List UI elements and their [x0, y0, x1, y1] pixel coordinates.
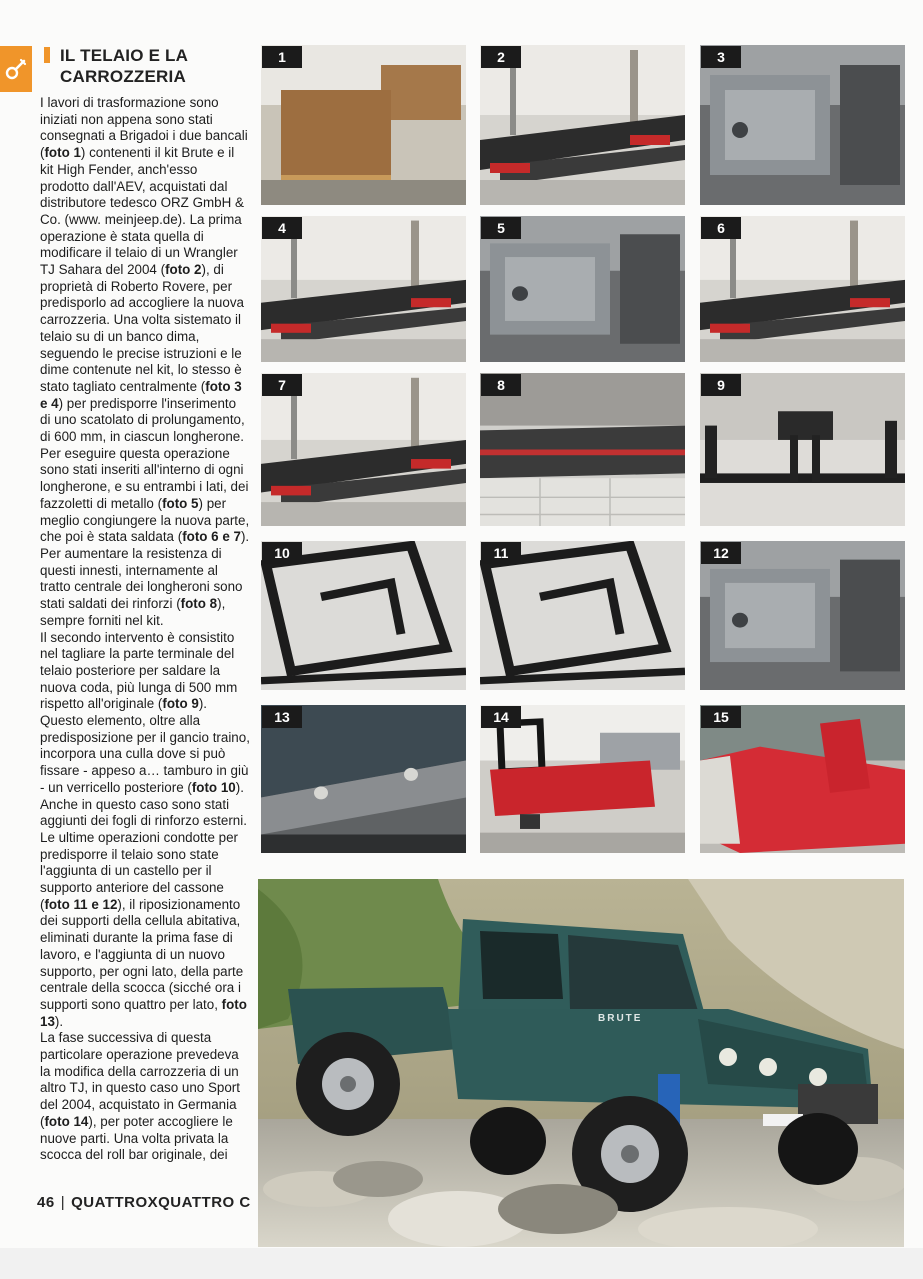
- body-segment: ), il riposizionamento dei supporti della cellula abitativa, eliminati durante la prima fase di lavoro, e l'aggiunta di un nuovo supporto, per ogni lato, della parte centrale della scocca (sicché ora i supporti sono quattro per lato,: [40, 896, 244, 1012]
- photo-reference: foto 6 e 7: [182, 529, 241, 545]
- photo-10: [261, 541, 466, 690]
- body-segment: ) per predisporre l'inserimento di uno scatolato di prolungamento, di 600 mm, in ciascun longherone. Per eseguire questa operazione sono stati inseriti all'interno di ogni longherone, e su entrambi i lati, dei fazzoletti di metallo (: [40, 395, 249, 511]
- photo-11: [480, 541, 685, 690]
- body-segment: ), sempre forniti nel kit.: [40, 596, 226, 628]
- photo-number-label: 5: [481, 217, 521, 239]
- photo-reference: foto 3 e 4: [40, 378, 242, 411]
- photo-reference: foto 11 e 12: [44, 896, 118, 912]
- photo-8: [480, 373, 685, 526]
- photo-5: [480, 216, 685, 362]
- photo-reference: foto 10: [191, 779, 236, 795]
- photo-number-label: 9: [701, 374, 741, 396]
- article-body: [40, 95, 250, 1164]
- hero-photo: [258, 879, 904, 1247]
- body-segment: ) per meglio congiungere la nuova parte, che poi è stata saldata (: [40, 495, 250, 545]
- photo-6: [700, 216, 905, 362]
- heading-line-2: CARROZZERIA: [60, 67, 186, 86]
- photo-image: [261, 45, 466, 205]
- body-segment: ), per poter accogliere le nuove parti. Una volta privata la scocca del roll bar originale, dei: [40, 1113, 233, 1163]
- body-segment: ). Per aumentare la resistenza di questi innesti, internamente al tratto centrale dei longheroni sono stati saldati dei rinforzi (: [40, 529, 250, 612]
- photo-number-label: 12: [701, 542, 741, 564]
- section-heading: [60, 45, 250, 87]
- body-segment: ).: [235, 779, 244, 795]
- magazine-name: QUATTROXQUATTRO C: [71, 1194, 251, 1211]
- photo-number-label: 15: [701, 706, 741, 728]
- photo-7: [261, 373, 466, 526]
- photo-1: [261, 45, 466, 205]
- photo-reference: foto 2: [165, 262, 202, 278]
- body-segment: I lavori di trasformazione sono iniziati non appena sono stati consegnati a Brigadoi i due bancali (: [40, 95, 248, 161]
- body-segment: La fase successiva di questa particolare operazione prevedeva la modifica della carrozzeria di un altro TJ, in questo caso uno Sport del 2004, acquistato in Germania (: [40, 1030, 240, 1129]
- photo-number-label: 14: [481, 706, 521, 728]
- photo-9: [700, 373, 905, 526]
- photo-number-label: 13: [262, 706, 302, 728]
- photo-reference: foto 9: [162, 696, 199, 712]
- heading-accent-bar: [44, 47, 50, 63]
- photo-number-label: 8: [481, 374, 521, 396]
- body-segment: Anche in questo caso sono stati aggiunti dei fogli di rinforzo esterni. Le ultime operazioni condotte per predisporre il telaio sono state l'aggiunta di un castello per il supporto anteriore del cassone (: [40, 796, 247, 912]
- body-segment: ).: [54, 1013, 64, 1029]
- photo-number-label: 10: [262, 542, 302, 564]
- photo-3: [700, 45, 905, 205]
- photo-number-label: 4: [262, 217, 302, 239]
- body-segment: ) contenenti il kit Brute e il kit High Fender, anch'esso prodotto dall'AEV, acquistati dal distributore tedesco ORZ GmbH & Co. (www. meinjeep.de). La prima operazione è stata quella di modificare il telaio di un Wrangler TJ Sahara del 2004 (: [40, 145, 244, 278]
- photo-number-label: 6: [701, 217, 741, 239]
- photo-4: [261, 216, 466, 362]
- page-footer: [37, 1194, 251, 1211]
- truck-lettering: BRUTE: [598, 1013, 643, 1024]
- page-number: 46: [37, 1194, 55, 1211]
- photo-15: [700, 705, 905, 853]
- photo-image: [700, 45, 905, 205]
- photo-image: [480, 45, 685, 205]
- photo-number-label: 3: [701, 46, 741, 68]
- photo-number-label: 11: [481, 542, 521, 564]
- body-segment: ). Questo elemento, oltre alla predisposizione per il gancio traino, incorpora una culla dove si può fissare - appeso a… tamburo in giù - un verricello posteriore (: [40, 696, 250, 795]
- photo-number-label: 1: [262, 46, 302, 68]
- article-body-text: [40, 95, 250, 1164]
- photo-reference: foto 14: [44, 1113, 89, 1129]
- body-segment: Il secondo intervento è consistito nel tagliare la parte terminale del telaio posteriore per saldare la nuova coda, più lunga di 500 mm rispetto all'originale (: [40, 629, 238, 712]
- photo-reference: foto 5: [162, 495, 199, 511]
- photo-number-label: 7: [262, 374, 302, 396]
- wrench-tools-icon: [3, 56, 29, 82]
- scan-bottom-band: [0, 1248, 923, 1279]
- photo-13: [261, 705, 466, 853]
- heading-line-1: IL TELAIO E LA: [60, 46, 189, 65]
- photo-reference: foto 13: [40, 996, 247, 1029]
- photo-reference: foto 1: [44, 145, 81, 161]
- footer-separator: |: [60, 1194, 66, 1211]
- photo-12: [700, 541, 905, 690]
- photo-reference: foto 8: [180, 596, 218, 612]
- body-segment: ), di proprietà di Roberto Rovere, per predisporlo ad accogliere la nuova carrozzeria. Una volta sistemato il telaio su di un banco dima, seguendo le precise istruzioni e le dime contenute nel kit, lo stesso è stato tagliato centralmente (: [40, 262, 244, 394]
- hero-truck-illustration: [258, 879, 904, 1247]
- photo-2: [480, 45, 685, 205]
- section-icon: [0, 46, 32, 92]
- photo-14: [480, 705, 685, 853]
- photo-number-label: 2: [481, 46, 521, 68]
